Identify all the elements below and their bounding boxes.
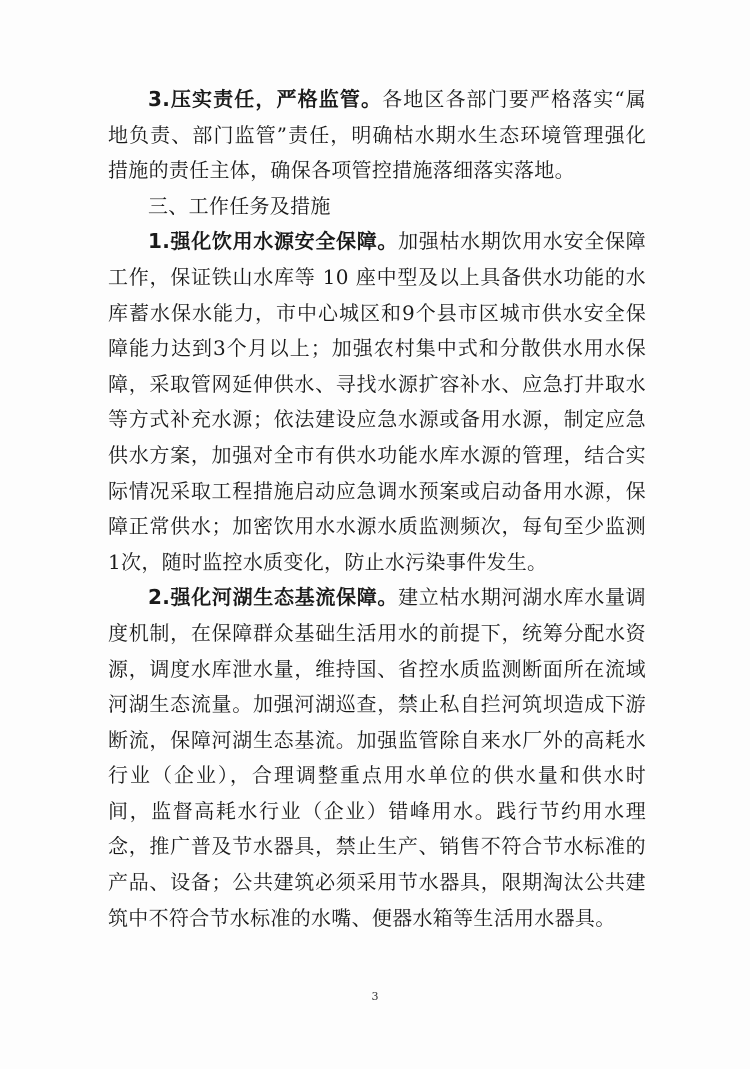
paragraph-lead: 3.压实责任，严格监管。: [148, 87, 383, 111]
page-number: 3: [371, 990, 379, 1003]
section-heading-text: 三、工作任务及措施: [148, 193, 331, 218]
paragraph-responsibility: [108, 82, 646, 189]
paragraph-lead: 2.强化河湖生态基流保障。: [148, 585, 399, 610]
section-heading: [108, 189, 646, 225]
paragraph-ecological-flow: [108, 580, 646, 936]
paragraph-drinking-water: [108, 224, 646, 580]
document-body: [108, 82, 646, 936]
paragraph-lead: 1.强化饮用水源安全保障。: [148, 229, 399, 254]
paragraph-text: 建立枯水期河湖水库水量调度机制，在保障群众基础生活用水的前提下，统筹分配水资源，调度水库泄水量，维持国、省控水质监测断面所在流域河湖生态流量。加强河湖巡查，禁止私自拦河筑坝造成下游断流，保障河湖生态基流。加强监管除自来水厂外的高耗水行业（企业），合理调整重点用水单位的供水量和供水时间，监督高耗水行业（企业）错峰用水。践行节约用水理念，推广普及节水器具，禁止生产、销售不符合节水标准的产品、设备；公共建筑必须采用节水器具，限期淘汰公共建筑中不符合节水标准的水嘴、便器水箱等生活用水器具。: [108, 585, 646, 930]
paragraph-text: 各地区各部门要严格落实“属地负责、部门监管”责任，明确枯水期水生态环境管理强化措施的责任主体，确保各项管控措施落细落实落地。: [108, 87, 647, 183]
paragraph-text: 加强枯水期饮用水安全保障工作，保证铁山水库等 10 座中型及以上具备供水功能的水库蓄水保水能力，市中心城区和9个县市区城市供水安全保障能力达到3个月以上；加强农村集中式和分散供水用水保障，采取管网延伸供水、寻找水源扩容补水、应急打井取水等方式补充水源；依法建设应急水源或备用水源，制定应急供水方案，加强对全市有供水功能水库水源的管理，结合实际情况采取工程措施启动应急调水预案或启动备用水源，保障正常供水；加密饮用水水源水质监测频次，每旬至少监测1次，随时监控水质变化，防止水污染事件发生。: [108, 229, 646, 574]
